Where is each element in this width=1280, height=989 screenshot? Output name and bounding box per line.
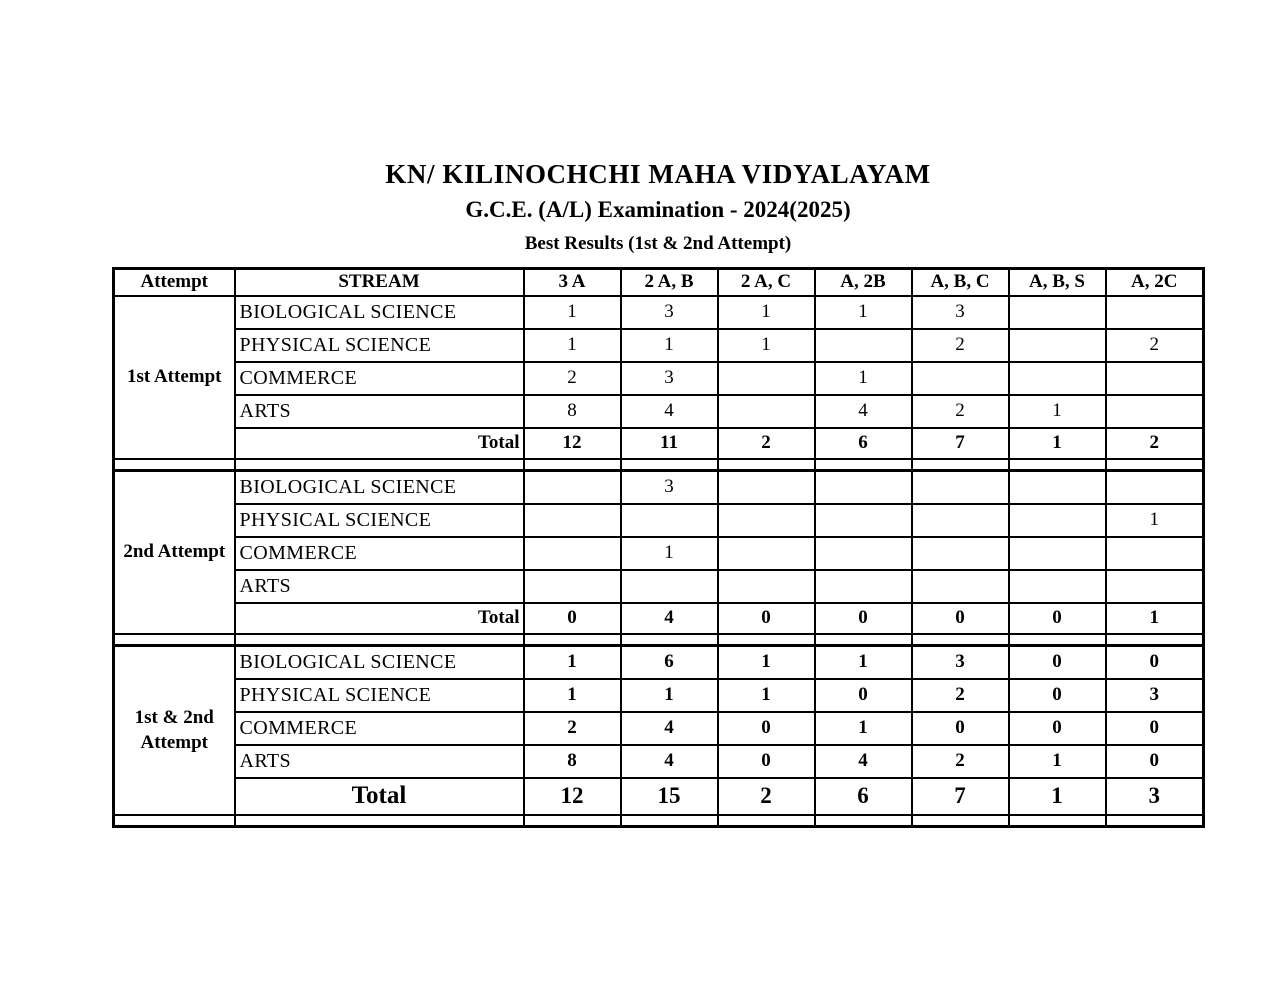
value-cell: 0 bbox=[912, 712, 1009, 745]
value-cell bbox=[1009, 296, 1106, 329]
document-header bbox=[112, 0, 1204, 256]
value-cell: 1 bbox=[524, 329, 621, 362]
total-value: 2 bbox=[1106, 428, 1204, 459]
total-value: 0 bbox=[718, 603, 815, 634]
value-cell: 1 bbox=[815, 712, 912, 745]
value-cell: 3 bbox=[621, 362, 718, 395]
value-cell: 6 bbox=[621, 646, 718, 679]
spacer-cell bbox=[1009, 815, 1106, 827]
total-value: 0 bbox=[524, 603, 621, 634]
value-cell: 4 bbox=[621, 395, 718, 428]
value-cell bbox=[1106, 471, 1204, 504]
spacer-cell bbox=[1009, 459, 1106, 471]
value-cell bbox=[1009, 471, 1106, 504]
spacer-row bbox=[114, 634, 1204, 646]
value-cell bbox=[815, 471, 912, 504]
stream-cell: BIOLOGICAL SCIENCE bbox=[235, 646, 524, 679]
spacer-cell bbox=[621, 815, 718, 827]
grand-total-value: 3 bbox=[1106, 778, 1204, 815]
value-cell bbox=[1009, 329, 1106, 362]
value-cell bbox=[815, 537, 912, 570]
attempt-label-2nd: 2nd Attempt bbox=[114, 471, 235, 634]
value-cell: 0 bbox=[718, 745, 815, 778]
grand-total-value: 12 bbox=[524, 778, 621, 815]
spacer-cell bbox=[621, 459, 718, 471]
value-cell bbox=[1106, 296, 1204, 329]
value-cell bbox=[621, 570, 718, 603]
school-title: KN/ KILINOCHCHI MAHA VIDYALAYAM bbox=[385, 159, 931, 189]
value-cell bbox=[912, 537, 1009, 570]
value-cell: 3 bbox=[912, 296, 1009, 329]
value-cell bbox=[524, 570, 621, 603]
total-value: 0 bbox=[1009, 603, 1106, 634]
spacer-cell bbox=[524, 815, 621, 827]
value-cell bbox=[524, 537, 621, 570]
value-cell: 0 bbox=[1009, 646, 1106, 679]
spacer-cell bbox=[1009, 634, 1106, 646]
total-value: 0 bbox=[815, 603, 912, 634]
table-row bbox=[114, 471, 1204, 504]
table-row bbox=[114, 296, 1204, 329]
total-value: 4 bbox=[621, 603, 718, 634]
value-cell bbox=[1009, 537, 1106, 570]
value-cell: 3 bbox=[912, 646, 1009, 679]
value-cell: 2 bbox=[1106, 329, 1204, 362]
spacer-cell bbox=[621, 634, 718, 646]
header-3a: 3 A bbox=[524, 269, 621, 296]
header-abs: A, B, S bbox=[1009, 269, 1106, 296]
value-cell: 3 bbox=[621, 471, 718, 504]
value-cell: 1 bbox=[718, 679, 815, 712]
grand-total-row bbox=[114, 778, 1204, 815]
value-cell bbox=[524, 471, 621, 504]
results-table bbox=[112, 267, 1205, 828]
total-value: 0 bbox=[912, 603, 1009, 634]
total-value: 2 bbox=[718, 428, 815, 459]
value-cell bbox=[912, 362, 1009, 395]
spacer-cell bbox=[235, 815, 524, 827]
value-cell: 8 bbox=[524, 745, 621, 778]
value-cell bbox=[1106, 537, 1204, 570]
stream-cell: COMMERCE bbox=[235, 362, 524, 395]
attempt-label-1st: 1st Attempt bbox=[114, 296, 235, 459]
value-cell: 1 bbox=[815, 362, 912, 395]
value-cell: 0 bbox=[1106, 712, 1204, 745]
value-cell bbox=[815, 329, 912, 362]
value-cell: 2 bbox=[524, 362, 621, 395]
spacer-cell bbox=[114, 634, 235, 646]
value-cell bbox=[621, 504, 718, 537]
value-cell: 1 bbox=[524, 646, 621, 679]
grand-total-value: 15 bbox=[621, 778, 718, 815]
value-cell bbox=[1009, 504, 1106, 537]
value-cell: 1 bbox=[621, 537, 718, 570]
total-value: 1 bbox=[1009, 428, 1106, 459]
stream-cell: ARTS bbox=[235, 745, 524, 778]
value-cell: 0 bbox=[1009, 712, 1106, 745]
grand-total-value: 1 bbox=[1009, 778, 1106, 815]
value-cell: 3 bbox=[1106, 679, 1204, 712]
total-row bbox=[114, 603, 1204, 634]
grand-total-label: Total bbox=[235, 778, 524, 815]
value-cell bbox=[1106, 395, 1204, 428]
value-cell bbox=[718, 471, 815, 504]
value-cell: 1 bbox=[1009, 395, 1106, 428]
value-cell: 4 bbox=[621, 745, 718, 778]
spacer-cell bbox=[114, 815, 235, 827]
grand-total-value: 6 bbox=[815, 778, 912, 815]
value-cell: 2 bbox=[912, 679, 1009, 712]
spacer-cell bbox=[235, 634, 524, 646]
table-row bbox=[114, 504, 1204, 537]
spacer-cell bbox=[1106, 634, 1204, 646]
value-cell: 0 bbox=[1009, 679, 1106, 712]
header-stream: STREAM bbox=[235, 269, 524, 296]
value-cell bbox=[1009, 362, 1106, 395]
exam-title: G.C.E. (A/L) Examination - 2024(2025) bbox=[465, 197, 851, 222]
stream-cell: PHYSICAL SCIENCE bbox=[235, 329, 524, 362]
value-cell bbox=[718, 362, 815, 395]
total-value: 11 bbox=[621, 428, 718, 459]
stream-cell: BIOLOGICAL SCIENCE bbox=[235, 471, 524, 504]
spacer-cell bbox=[1106, 815, 1204, 827]
total-label: Total bbox=[235, 603, 524, 634]
value-cell: 1 bbox=[718, 296, 815, 329]
total-value: 12 bbox=[524, 428, 621, 459]
value-cell: 1 bbox=[621, 329, 718, 362]
value-cell bbox=[1106, 570, 1204, 603]
spacer-cell bbox=[912, 459, 1009, 471]
value-cell: 1 bbox=[815, 646, 912, 679]
header-a2c: A, 2C bbox=[1106, 269, 1204, 296]
value-cell: 1 bbox=[1106, 504, 1204, 537]
value-cell bbox=[912, 570, 1009, 603]
value-cell: 0 bbox=[815, 679, 912, 712]
value-cell bbox=[718, 570, 815, 603]
table-row bbox=[114, 646, 1204, 679]
stream-cell: PHYSICAL SCIENCE bbox=[235, 504, 524, 537]
value-cell: 1 bbox=[1009, 745, 1106, 778]
spacer-cell bbox=[524, 634, 621, 646]
value-cell: 1 bbox=[718, 329, 815, 362]
table-row bbox=[114, 395, 1204, 428]
stream-cell: ARTS bbox=[235, 395, 524, 428]
value-cell bbox=[815, 570, 912, 603]
value-cell: 8 bbox=[524, 395, 621, 428]
table-header-row bbox=[114, 269, 1204, 296]
value-cell: 0 bbox=[1106, 745, 1204, 778]
stream-cell: COMMERCE bbox=[235, 537, 524, 570]
value-cell bbox=[1106, 362, 1204, 395]
stream-cell: BIOLOGICAL SCIENCE bbox=[235, 296, 524, 329]
spacer-cell bbox=[1106, 459, 1204, 471]
value-cell: 2 bbox=[912, 745, 1009, 778]
value-cell: 4 bbox=[815, 395, 912, 428]
value-cell bbox=[718, 537, 815, 570]
stream-cell: COMMERCE bbox=[235, 712, 524, 745]
spacer-row bbox=[114, 459, 1204, 471]
value-cell: 2 bbox=[524, 712, 621, 745]
header-2ab: 2 A, B bbox=[621, 269, 718, 296]
value-cell: 1 bbox=[621, 679, 718, 712]
value-cell: 0 bbox=[1106, 646, 1204, 679]
grand-total-value: 2 bbox=[718, 778, 815, 815]
total-row bbox=[114, 428, 1204, 459]
attempt-label-combined: 1st & 2nd Attempt bbox=[114, 646, 235, 815]
table-row bbox=[114, 745, 1204, 778]
value-cell: 4 bbox=[815, 745, 912, 778]
spacer-cell bbox=[815, 459, 912, 471]
spacer-cell bbox=[235, 459, 524, 471]
total-value: 1 bbox=[1106, 603, 1204, 634]
spacer-cell bbox=[718, 634, 815, 646]
spacer-cell bbox=[114, 459, 235, 471]
spacer-cell bbox=[912, 634, 1009, 646]
value-cell: 1 bbox=[815, 296, 912, 329]
value-cell bbox=[815, 504, 912, 537]
spacer-cell bbox=[718, 459, 815, 471]
value-cell bbox=[912, 471, 1009, 504]
stream-cell: PHYSICAL SCIENCE bbox=[235, 679, 524, 712]
header-2ac: 2 A, C bbox=[718, 269, 815, 296]
value-cell bbox=[1009, 570, 1106, 603]
table-row bbox=[114, 537, 1204, 570]
value-cell: 0 bbox=[718, 712, 815, 745]
value-cell: 1 bbox=[718, 646, 815, 679]
header-abc: A, B, C bbox=[912, 269, 1009, 296]
value-cell bbox=[524, 504, 621, 537]
value-cell: 4 bbox=[621, 712, 718, 745]
table-row bbox=[114, 679, 1204, 712]
value-cell: 3 bbox=[621, 296, 718, 329]
grand-total-value: 7 bbox=[912, 778, 1009, 815]
value-cell bbox=[718, 504, 815, 537]
value-cell bbox=[912, 504, 1009, 537]
value-cell: 1 bbox=[524, 296, 621, 329]
table-row bbox=[114, 570, 1204, 603]
total-label: Total bbox=[235, 428, 524, 459]
value-cell: 1 bbox=[524, 679, 621, 712]
results-subtitle: Best Results (1st & 2nd Attempt) bbox=[524, 233, 792, 254]
spacer-cell bbox=[815, 815, 912, 827]
spacer-cell bbox=[815, 634, 912, 646]
header-attempt: Attempt bbox=[114, 269, 235, 296]
value-cell: 2 bbox=[912, 329, 1009, 362]
spacer-cell bbox=[912, 815, 1009, 827]
header-a2b: A, 2B bbox=[815, 269, 912, 296]
total-value: 7 bbox=[912, 428, 1009, 459]
spacer-cell bbox=[524, 459, 621, 471]
stream-cell: ARTS bbox=[235, 570, 524, 603]
total-value: 6 bbox=[815, 428, 912, 459]
value-cell bbox=[718, 395, 815, 428]
spacer-row bbox=[114, 815, 1204, 827]
table-row bbox=[114, 329, 1204, 362]
value-cell: 2 bbox=[912, 395, 1009, 428]
spacer-cell bbox=[718, 815, 815, 827]
table-row bbox=[114, 362, 1204, 395]
table-row bbox=[114, 712, 1204, 745]
